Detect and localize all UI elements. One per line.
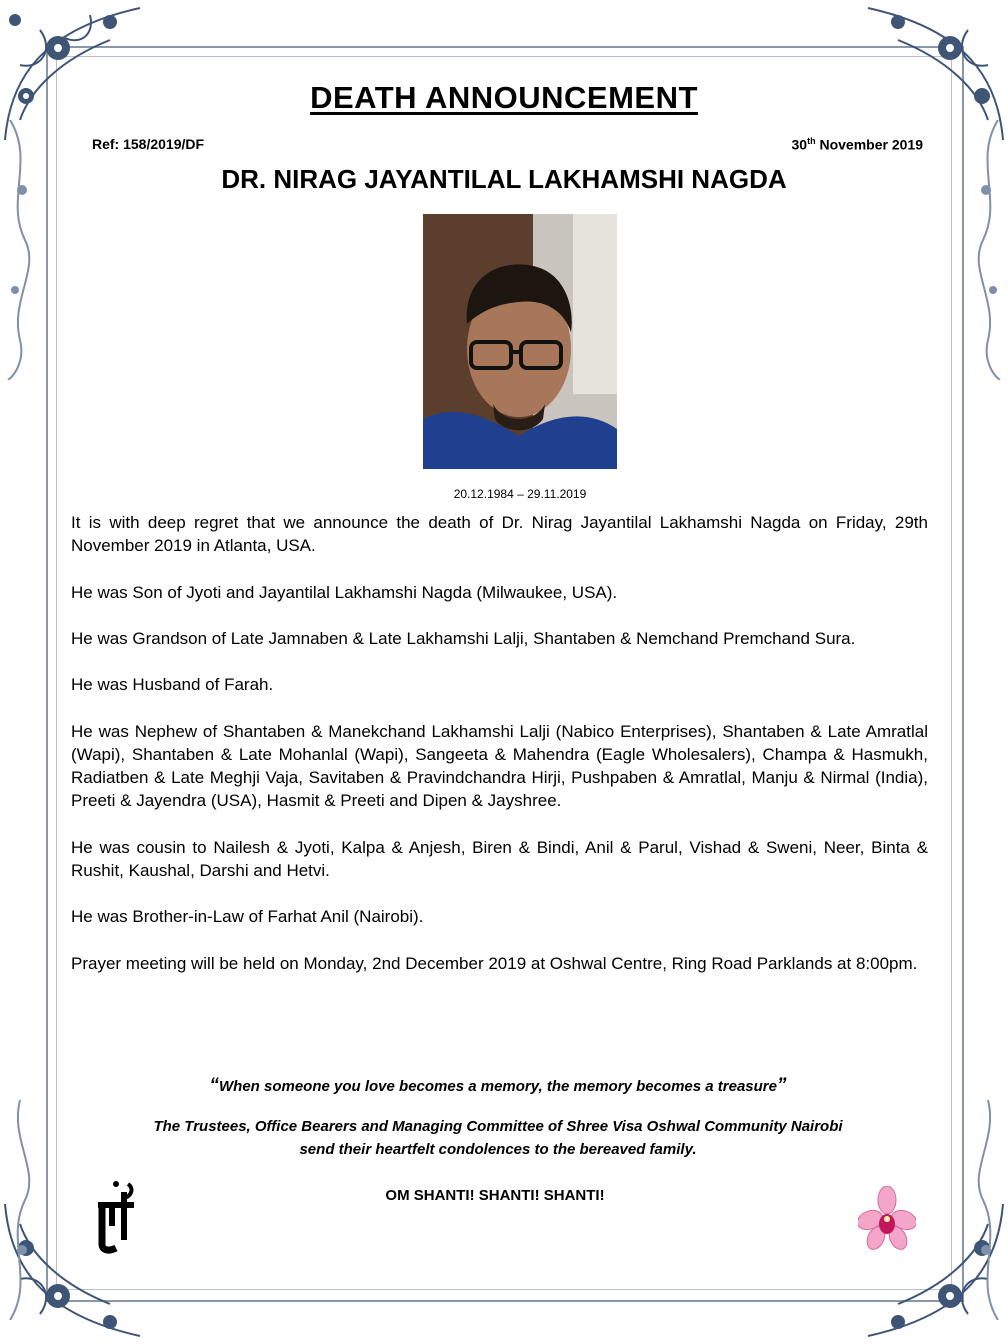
om-shanti-closing: OM SHANTI! SHANTI! SHANTI! <box>385 1187 605 1204</box>
paragraph-death: It is with deep regret that we announce the death of Dr. Nirag Jayantilal Lakhamshi Nagda on Friday, 29th November 2019 in Atlanta, USA. <box>71 513 928 556</box>
portrait-photo <box>423 214 617 469</box>
reference-number: Ref: 158/2019/DF <box>92 136 205 152</box>
swirl-ornament-icon <box>0 120 40 380</box>
paragraph-prayer-meeting: Prayer meeting will be held on Monday, 2nd December 2019 at Oshwal Centre, Ring Road Parklands at 8:00pm. <box>71 953 918 973</box>
orchid-flower-icon <box>858 1186 916 1254</box>
condolence-message: The Trustees, Office Bearers and Managing Committee of Shree Visa Oshwal Community Nairobi send their heartfelt condolences to the bereaved family. <box>153 1118 843 1158</box>
paragraph-cousins: He was cousin to Nailesh & Jyoti, Kalpa & Anjesh, Biren & Bindi, Anil & Parul, Vishad & Sweni, Neer, Binta & Rushit, Kaushal, Darshi and Hetvi. <box>71 837 928 880</box>
paragraph-parents: He was Son of Jyoti and Jayantilal Lakhamshi Nagda (Milwaukee, USA). <box>71 582 618 602</box>
life-dates: 20.12.1984 – 29.11.2019 <box>453 487 587 501</box>
announcement-title: DEATH ANNOUNCEMENT <box>310 80 698 115</box>
announcement-body <box>71 511 928 998</box>
memorial-quote: “When someone you love becomes a memory, the memory becomes a treasure” <box>209 1075 787 1096</box>
deceased-name: DR. NIRAG JAYANTILAL LAKHAMSHI NAGDA <box>221 164 787 194</box>
paragraph-grandparents: He was Grandson of Late Jamnaben & Late Lakhamshi Lalji, Shantaben & Nemchand Premchand Sura. <box>71 628 856 648</box>
swirl-ornament-icon <box>968 120 1008 380</box>
paragraph-in-laws: He was Brother-in-Law of Farhat Anil (Nairobi). <box>71 907 424 927</box>
paragraph-uncles-aunts: He was Nephew of Shantaben & Manekchand Lakhamshi Lalji (Nabico Enterprises), Shantaben & Late Amratlal (Wapi), Shantaben & Late Mohanlal (Wapi), Sangeeta & Mahendra (Eagle Wholesalers), Champa & Hasmukh, Radiatben & Late Meghji Vaja, Savitaben & Pravindchandra Hirji, Pushpaben & Amratlal, Manju & Nirmal (India), Preeti & Jayendra (USA), Hasmit & Preeti and Dipen & Jayshree. <box>71 721 928 811</box>
announcement-date: 30th November 2019 <box>791 136 923 153</box>
paragraph-spouse: He was Husband of Farah. <box>71 675 274 695</box>
om-jain-symbol-icon <box>94 1178 138 1254</box>
